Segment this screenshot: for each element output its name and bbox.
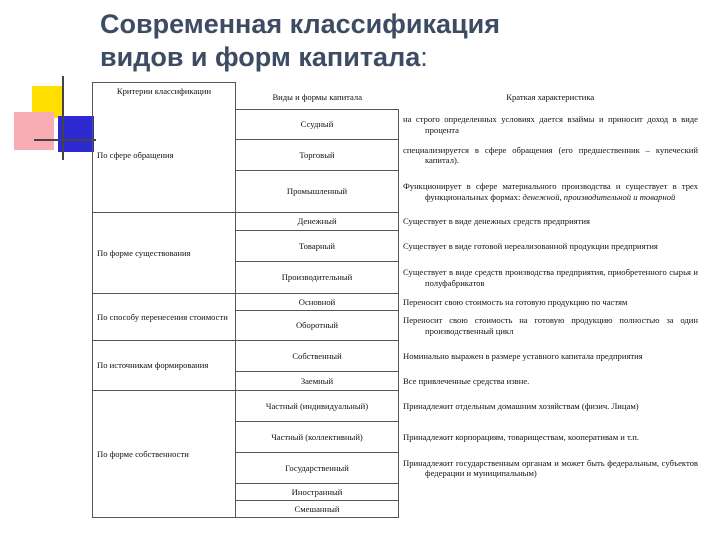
page-title xyxy=(100,8,500,74)
kind-cell: Частный (коллективный) xyxy=(236,422,399,453)
decor-horizontal-line xyxy=(34,139,96,141)
desc-cell: Функционирует в сфере материального производства и существует в трех функциональных формах: денежной, производительной и товарной xyxy=(403,181,698,202)
table-header-row xyxy=(93,83,703,110)
classification-table xyxy=(92,82,703,518)
header-kind: Виды и формы капитала xyxy=(272,91,363,102)
criterion-cell: По сфере обращения xyxy=(93,110,236,213)
desc-cell: Принадлежит корпорациям, товариществам, кооперативам и т.п. xyxy=(403,431,640,442)
desc-cell: Принадлежит государственным органам и может быть федеральным, субъектов федерации и муниципальным) xyxy=(403,457,698,478)
table-row xyxy=(93,294,703,311)
desc-cell: Существует в виде готовой нереализованной продукции предприятия xyxy=(403,240,658,251)
desc-cell: Все привлеченные средства извне. xyxy=(403,375,530,386)
kind-cell: Торговый xyxy=(236,140,399,171)
kind-cell: Основной xyxy=(236,294,399,311)
desc-cell: Существует в виде денежных средств предприятия xyxy=(403,216,590,227)
table-row xyxy=(93,213,703,231)
header-criterion: Критерии классификации xyxy=(93,83,236,110)
desc-cell: специализируется в сфере обращения (его предшественник – купеческий капитал). xyxy=(403,144,698,165)
decor-pink-square xyxy=(14,112,54,150)
desc-cell: Переносит свою стоимость на готовую продукцию по частям xyxy=(403,296,628,307)
desc-cell: Номинально выражен в размере уставного капитала предприятия xyxy=(403,350,643,361)
decor-vertical-line xyxy=(62,76,64,160)
desc-cell xyxy=(399,484,703,501)
kind-cell: Смешанный xyxy=(236,501,399,518)
kind-cell: Частный (индивидуальный) xyxy=(236,391,399,422)
kind-cell: Иностранный xyxy=(236,484,399,501)
kind-cell: Ссудный xyxy=(236,110,399,140)
criterion-cell: По способу перенесения стоимости xyxy=(93,294,236,341)
table-row xyxy=(93,391,703,422)
desc-cell: Переносит свою стоимость на готовую продукцию полностью за один производственный цикл xyxy=(403,315,698,336)
desc-cell: Принадлежит отдельным домашним хозяйствам (физич. Лицам) xyxy=(403,400,639,411)
table-row xyxy=(93,110,703,140)
kind-cell: Производительный xyxy=(236,262,399,294)
criterion-cell: По форме существования xyxy=(93,213,236,294)
table-row xyxy=(93,341,703,372)
kind-cell: Оборотный xyxy=(236,311,399,341)
title-line-2: видов и форм капитала xyxy=(100,42,421,72)
desc-cell: Существует в виде средств производства предприятия, приобретенного сырья и полуфабрикатов xyxy=(403,267,698,288)
title-colon: : xyxy=(420,42,428,72)
desc-cell xyxy=(399,501,703,518)
kind-cell: Промышленный xyxy=(236,171,399,213)
kind-cell: Государственный xyxy=(236,453,399,484)
desc-cell: на строго определенных условиях дается взаймы и приносит доход в виде процента xyxy=(403,114,698,135)
kind-cell: Собственный xyxy=(236,341,399,372)
criterion-cell: По форме собственности xyxy=(93,391,236,518)
header-description: Краткая характеристика xyxy=(506,91,595,102)
title-line-1: Современная классификация xyxy=(100,9,500,39)
kind-cell: Заемный xyxy=(236,372,399,391)
criterion-cell: По источникам формирования xyxy=(93,341,236,391)
kind-cell: Товарный xyxy=(236,231,399,262)
kind-cell: Денежный xyxy=(236,213,399,231)
